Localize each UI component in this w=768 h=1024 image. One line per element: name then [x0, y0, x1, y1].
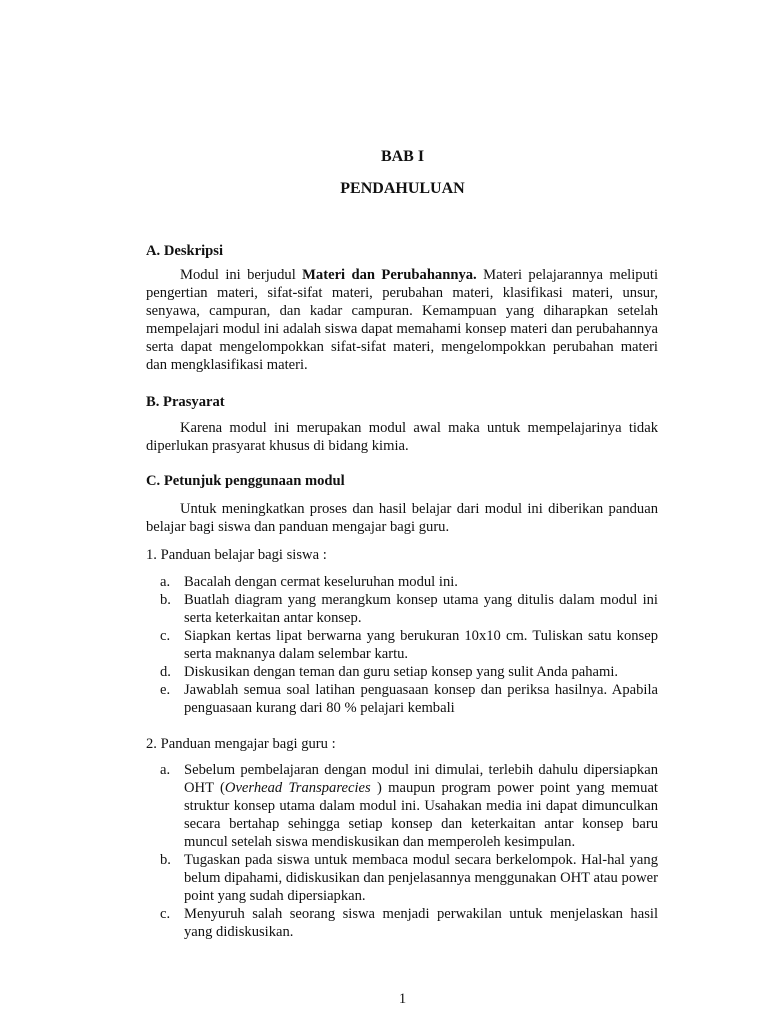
- section-c-heading: C. Petunjuk penggunaan modul: [146, 473, 345, 489]
- list-item-text: Bacalah dengan cermat keseluruhan modul ini.: [184, 574, 458, 590]
- list-marker: c.: [160, 628, 171, 644]
- list-marker: b.: [160, 592, 171, 608]
- list-item: [146, 573, 658, 591]
- list-item-text: Jawablah semua soal latihan penguasaan konsep dan periksa hasilnya. Apabila penguasaan kurang dari 80 % pelajari kembali: [184, 682, 658, 716]
- list-marker: d.: [160, 664, 171, 680]
- module-title-bold: Materi dan Perubahannya.: [302, 267, 477, 283]
- section-b-heading: B. Prasyarat: [146, 394, 225, 410]
- list-item-italic-term: Overhead Transparecies: [224, 780, 371, 796]
- list-marker: e.: [160, 682, 171, 698]
- list-item-text: Siapkan kertas lipat berwarna yang berukuran 10x10 cm. Tuliskan satu konsep serta maknanya dalam selembar kartu.: [184, 628, 658, 662]
- student-guide-list: [146, 573, 658, 717]
- section-b-paragraph: Karena modul ini merupakan modul awal maka untuk mempelajarinya tidak diperlukan prasyarat khusus di bidang kimia.: [146, 420, 658, 454]
- list-item: [146, 627, 658, 663]
- section-c-paragraph: Untuk meningkatkan proses dan hasil belajar dari modul ini diberikan panduan belajar bagi siswa dan panduan mengajar bagi guru.: [146, 501, 658, 535]
- section-a-text-end: Materi pelajarannya meliputi pengertian materi, sifat-sifat materi, perubahan materi, klasifikasi materi, unsur, senyawa, campuran, dan kadar campuran. Kemampuan yang diharapkan setelah mempelajari modul ini adalah siswa dapat memahami konsep materi dan perubahannya serta dapat mengelompokkan sifat-sifat materi, mengelompokkan perubahan materi dan mengklasifikasi materi.: [146, 267, 658, 373]
- page-number: 1: [398, 991, 407, 1007]
- list-item: [146, 761, 658, 851]
- teacher-guide-list: [146, 761, 658, 941]
- list-item-text: Diskusikan dengan teman dan guru setiap konsep yang sulit Anda pahami.: [184, 664, 619, 680]
- list-item: [146, 905, 658, 941]
- chapter-title: PENDAHULUAN: [340, 180, 465, 197]
- list-marker: a.: [160, 762, 171, 778]
- list-item-text: Buatlah diagram yang merangkum konsep utama yang ditulis dalam modul ini serta keterkaitan antar konsep.: [184, 592, 658, 626]
- list-item-text-start: Sebelum pembelajaran dengan modul ini dimulai, terlebih dahulu dipersiapkan OHT (: [184, 762, 658, 796]
- list-item-text: Tugaskan pada siswa untuk membaca modul secara berkelompok. Hal-hal yang belum dipahami, didiskusikan dan penjelasannya menggunakan OHT atau power point yang sudah dipersiapkan.: [184, 852, 658, 904]
- section-a-heading: A. Deskripsi: [146, 243, 224, 259]
- student-guide-heading: 1. Panduan belajar bagi siswa :: [146, 547, 327, 563]
- list-item-text-end: ) maupun program power point yang memuat struktur konsep utama dalam modul ini. Usahakan media ini dapat dimunculkan secara bertahap sehingga setiap konsep dan keterkaitan antar konsep baru muncul setelah siswa mendiskusikan dan memperoleh kesimpulan.: [184, 780, 658, 850]
- list-marker: b.: [160, 852, 171, 868]
- teacher-guide-heading: 2. Panduan mengajar bagi guru :: [146, 736, 336, 752]
- list-item: [146, 591, 658, 627]
- list-item: [146, 663, 658, 681]
- section-a-paragraph: [146, 266, 658, 374]
- list-item: [146, 681, 658, 717]
- chapter-label: BAB I: [380, 148, 425, 165]
- section-a-text-start: Modul ini berjudul: [180, 267, 303, 283]
- list-item: [146, 851, 658, 905]
- list-marker: a.: [160, 574, 171, 590]
- list-marker: c.: [160, 906, 171, 922]
- list-item-text: Menyuruh salah seorang siswa menjadi perwakilan untuk menjelaskan hasil yang didiskusikan.: [184, 906, 658, 940]
